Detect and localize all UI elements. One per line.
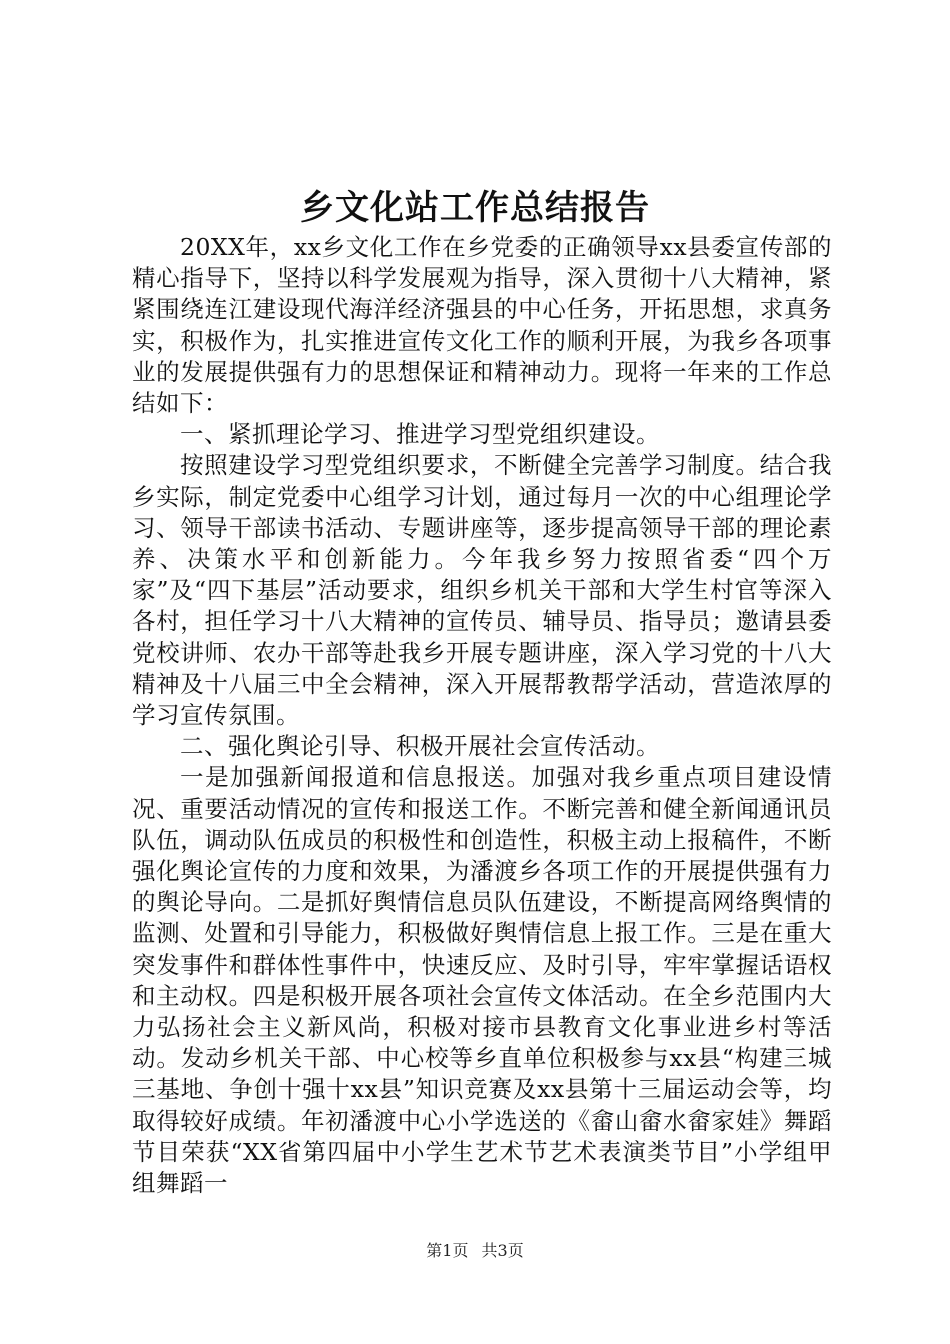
section-heading-2: 二、强化舆论引导、积极开展社会宣传活动。 bbox=[180, 732, 660, 761]
paragraph-intro: 20XX年，xx乡文化工作在乡党委的正确领导xx县委宣传部的精心指导下，坚持以科学发展观为指导，深入贯彻十八大精神，紧紧围绕连江建设现代海洋经济强县的中心任务，开拓思想，求真务实，积极作为，扎实推进宣传文化工作的顺利开展，为我乡各项事业的发展提供强有力的思想保证和精神动力。现将一年来的工作总结如下： bbox=[132, 233, 832, 418]
paragraph-section-1: 按照建设学习型党组织要求，不断健全完善学习制度。结合我乡实际，制定党委中心组学习计划，通过每月一次的中心组理论学习、领导干部读书活动、专题讲座等，逐步提高领导干部的理论素养、决策水平和创新能力。今年我乡努力按照省委“四个万家”及“四下基层”活动要求，组织乡机关干部和大学生村官等深入各村，担任学习十八大精神的宣传员、辅导员、指导员；邀请县委党校讲师、农办干部等赴我乡开展专题讲座，深入学习党的十八大精神及十八届三中全会精神，深入开展帮教帮学活动，营造浓厚的学习宣传氛围。 bbox=[132, 451, 832, 730]
page-footer bbox=[0, 1240, 950, 1262]
document-title: 乡文化站工作总结报告 bbox=[300, 188, 650, 228]
page-total: 共3页 bbox=[481, 1241, 524, 1260]
document-body bbox=[132, 232, 832, 1199]
page-number: 第1页 bbox=[426, 1241, 469, 1260]
paragraph-section-2: 一是加强新闻报道和信息报送。加强对我乡重点项目建设情况、重要活动情况的宣传和报送工作。不断完善和健全新闻通讯员队伍，调动队伍成员的积极性和创造性，积极主动上报稿件，不断强化舆论宣传的力度和效果，为潘渡乡各项工作的开展提供强有力的舆论导向。二是抓好舆情信息员队伍建设，不断提高网络舆情的监测、处置和引导能力，积极做好舆情信息上报工作。三是在重大突发事件和群体性事件中，快速反应、及时引导，牢牢掌握话语权和主动权。四是积极开展各项社会宣传文体活动。在全乡范围内大力弘扬社会主义新风尚，积极对接市县教育文化事业进乡村等活动。发动乡机关干部、中心校等乡直单位积极参与xx县“构建三城三基地、争创十强十xx县”知识竞赛及xx县第十三届运动会等，均取得较好成绩。年初潘渡中心小学选送的《畲山畲水畲家娃》舞蹈节目荣获“XX省第四届中小学生艺术节艺术表演类节目”小学组甲组舞蹈一 bbox=[132, 763, 832, 1198]
section-heading-1: 一、紧抓理论学习、推进学习型党组织建设。 bbox=[180, 420, 660, 449]
